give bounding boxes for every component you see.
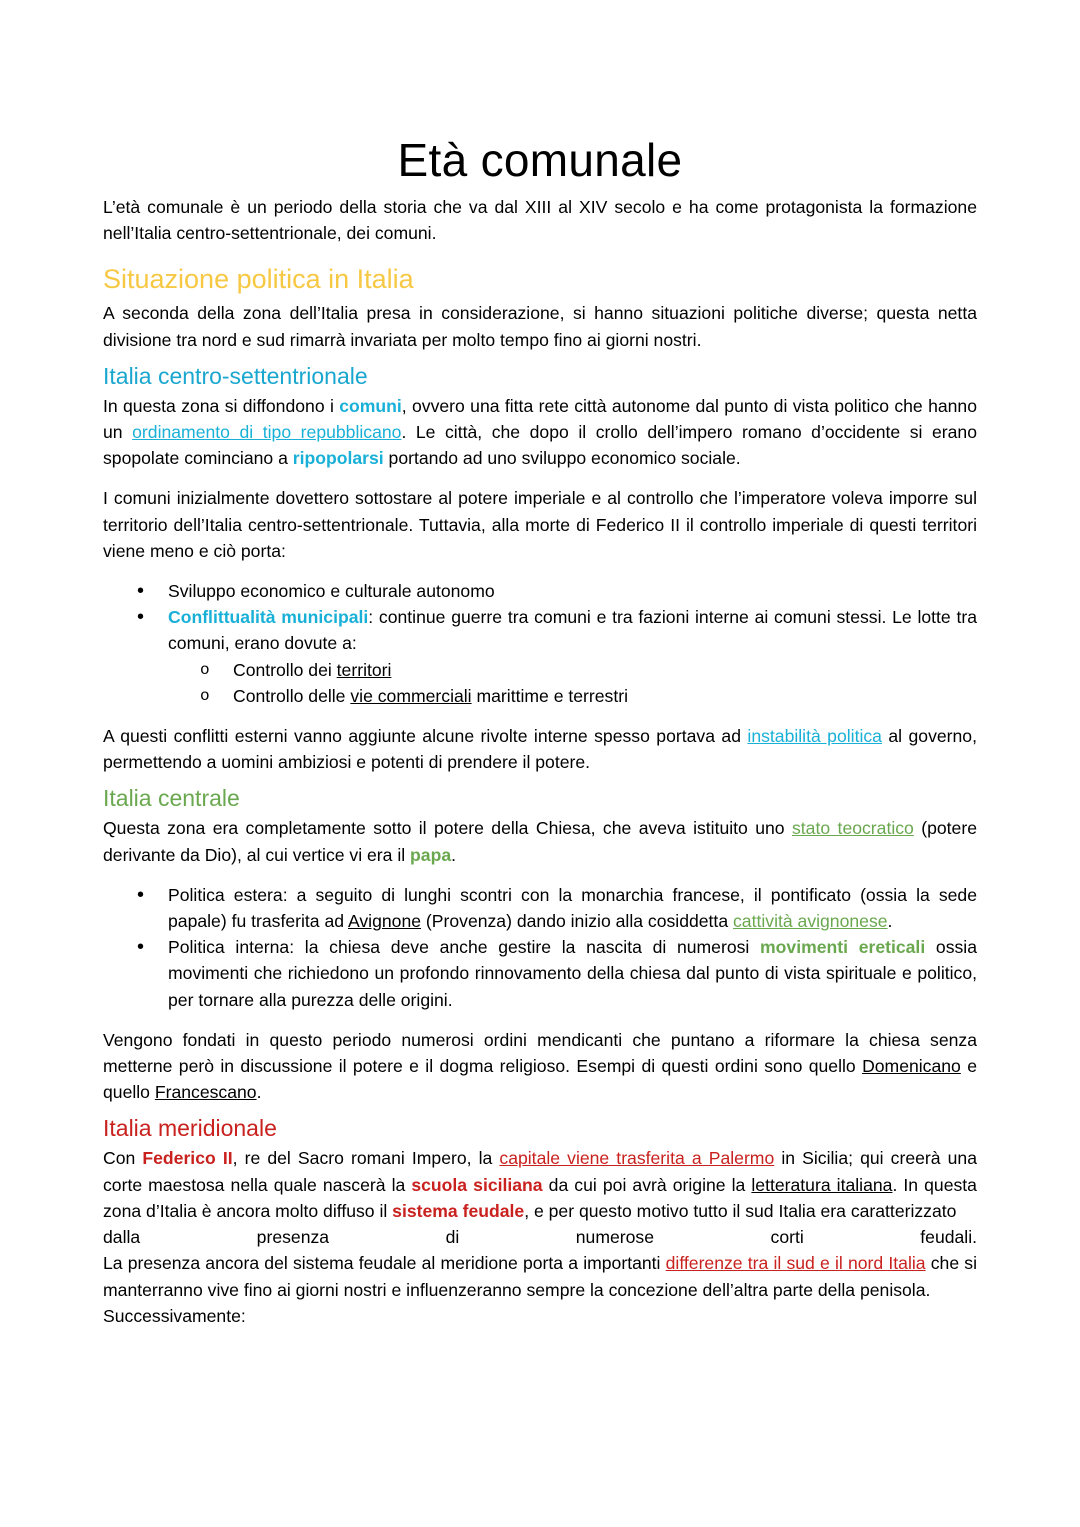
keyword-conflittualita: Conflittualità municipali [168,607,369,628]
sublist-item: o Controllo dei territori [233,657,977,683]
keyword-capitale: capitale viene trasferita a Palermo [499,1148,775,1169]
southern-paragraph-2: La presenza ancora del sistema feudale al meridione porta a importanti differenze tra il sud e il nord Italia che si manterranno vive fino ai giorni nostri e influenzeranno sempre la concezione dell’altra parte della penisola. [103,1253,977,1300]
keyword-comuni: comuni [339,395,402,416]
keyword-movimenti-ereticali: movimenti ereticali [760,937,926,958]
political-situation-paragraph: A seconda della zona dell’Italia presa in considerazione, si hanno situazioni politiche diverse; questa netta divisione tra nord e sud rimarrà invariata per molto tempo fino ai giorni nostri. [103,303,977,350]
central-paragraph-1: Questa zona era completamente sotto il potere della Chiesa, che aveva istituito uno stato teocratico (potere derivante da Dio), al cui vertice vi era il papa. [103,818,977,865]
page-title: Età comunale [397,134,683,186]
sublist-item: o Controllo delle vie commerciali marittime e terrestri [233,683,977,709]
north-central-paragraph-1: In questa zona si diffondono i comuni, ovvero una fitta rete città autonome dal punto di vista politico che hanno un ordinamento di tipo repubblicano. Le città, che dopo il crollo dell’impero romano d’occidente si erano spopolate cominciano a ripopolarsi portando ad uno sviluppo economico sociale. [103,395,978,469]
central-paragraph-2: Vengono fondati in questo periodo numerosi ordini mendicanti che puntano a riformare la chiesa senza metterne però in discussione il potere e il dogma religioso. Esempi di questi ordini sono quello Domenicano e quello Francescano. [103,1029,977,1103]
list-item: • Sviluppo economico e culturale autonomo [168,578,977,604]
keyword-scuola-siciliana: scuola siciliana [411,1174,543,1195]
keyword-stato-teocratico: stato teocratico [792,818,914,839]
keyword-federico-ii: Federico II [142,1148,233,1169]
keyword-instabilita: instabilità politica [747,726,882,747]
causes-sublist [168,657,977,709]
intro-paragraph: L’età comunale è un periodo della storia che va dal XIII al XIV secolo e ha come protagonista la formazione nell’Italia centro-settentrionale, dei comuni. [103,197,977,244]
keyword-cattivita: cattività avignonese [733,911,888,932]
list-item: • Conflittualità municipali: continue guerre tra comuni e tra fazioni interne ai comuni stessi. Le lotte tra comuni, erano dovute a: o Controllo dei territori o Controllo delle vie commerciali marittime e terrestri [168,604,977,709]
subheading-north-central-italy: Italia centro-settentrionale [103,362,368,389]
consequences-list [103,578,977,709]
keyword-sistema-feudale: sistema feudale [392,1200,525,1221]
north-central-paragraph-2: I comuni inizialmente dovettero sottostare al potere imperiale e al controllo che l’imperatore voleva imporre sul territorio dell’Italia centro-settentrionale. Tuttavia, alla morte di Federico II il controllo imperiale di questi territori viene meno e ciò porta: [103,488,977,561]
keyword-ordinamento: ordinamento di tipo repubblicano [132,422,402,443]
north-central-paragraph-3: A questi conflitti esterni vanno aggiunte alcune rivolte interne spesso portava ad instabilità politica al governo, permettendo a uomini ambiziosi e potenti di prendere il potere. [103,726,977,773]
list-item: • Politica estera: a seguito di lunghi scontri con la monarchia francese, il pontificato (ossia la sede papale) fu trasferita ad Avignone (Provenza) dando inizio alla cosiddetta cattività avignonese. [168,882,977,934]
southern-paragraph-1-last-line: dalla presenza di numerose corti feudali. [103,1227,977,1248]
list-item: • Politica interna: la chiesa deve anche gestire la nascita di numerosi movimenti ereticali ossia movimenti che richiedono un profondo rinnovamento della chiesa dal punto di vista spirituale e politico, per tornare alla purezza delle origini. [168,934,977,1013]
church-policy-list [103,882,977,1013]
section-heading-political-situation: Situazione politica in Italia [103,264,414,295]
keyword-ripopolarsi: ripopolarsi [292,448,384,469]
keyword-papa: papa [410,844,452,865]
southern-paragraph-1: Con Federico II, re del Sacro romani Impero, la capitale viene trasferita a Palermo in Sicilia; qui creerà una corte maestosa nella quale nascerà la scuola siciliana da cui poi avrà origine la letteratura italiana. In questa zona d’Italia è ancora molto diffuso il sistema feudale, e per questo motivo tutto il sud Italia era caratterizzato [103,1148,978,1221]
subheading-central-italy: Italia centrale [103,785,240,812]
keyword-differenze: differenze tra il sud e il nord Italia [665,1253,926,1274]
subheading-southern-italy: Italia meridionale [103,1115,277,1142]
southern-paragraph-3: Successivamente: [103,1305,246,1326]
